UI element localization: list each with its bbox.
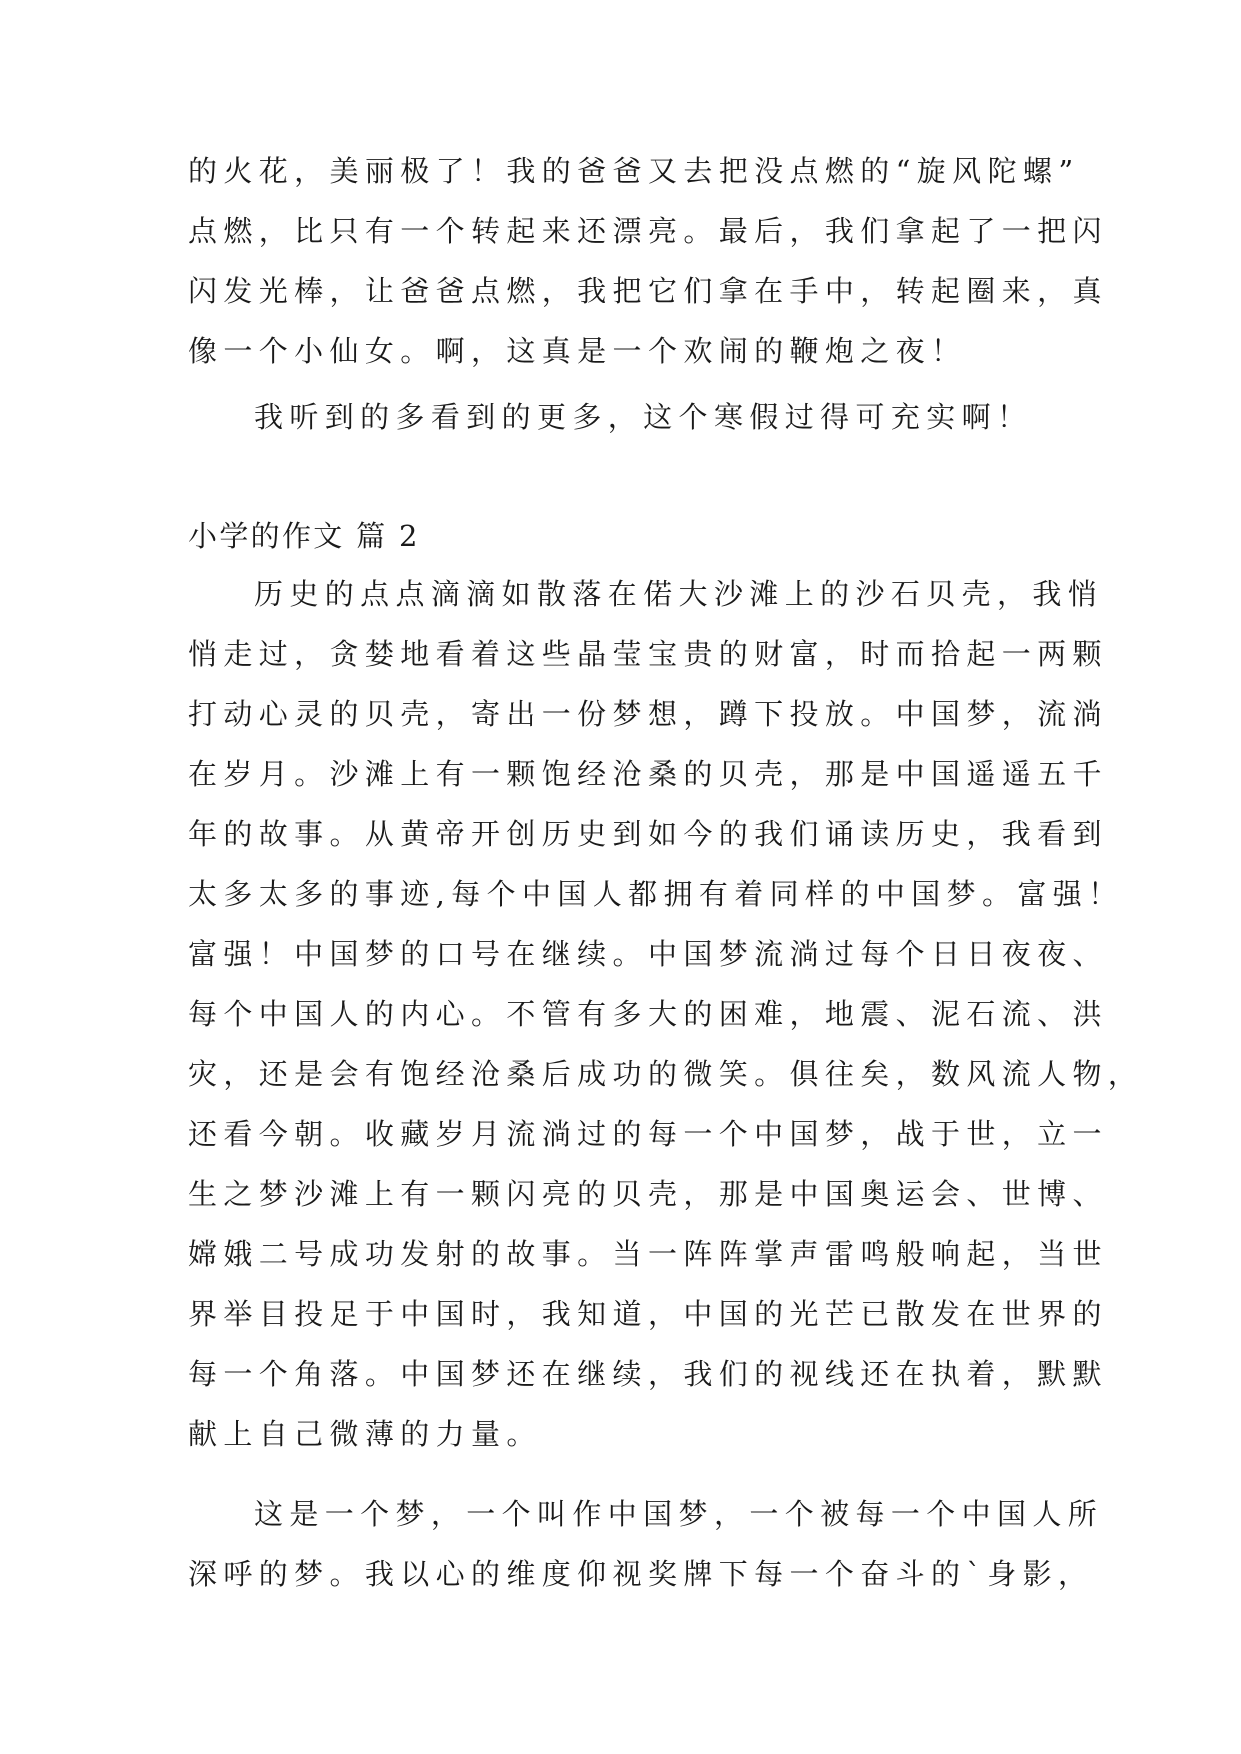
heading-text: 小学的作文 篇 2	[188, 519, 420, 553]
text-line: 灾，还是会有饱经沧桑后成功的微笑。俱往矣，数风流人物，	[188, 1057, 1144, 1091]
text-line: 像一个小仙女。啊，这真是一个欢闹的鞭炮之夜！	[188, 334, 967, 368]
text-line: 界举目投足于中国时，我知道，中国的光芒已散发在世界的	[188, 1297, 1108, 1331]
text-line: 打动心灵的贝壳，寄出一份梦想，蹲下投放。中国梦，流淌	[188, 697, 1108, 731]
text-line: 历史的点点滴滴如散落在偌大沙滩上的沙石贝壳，我悄	[254, 577, 1104, 611]
text-line: 每一个角落。中国梦还在继续，我们的视线还在执着，默默	[188, 1357, 1108, 1391]
text-line: 悄走过，贪婪地看着这些晶莹宝贵的财富，时而拾起一两颗	[188, 637, 1108, 671]
text-line: 年的故事。从黄帝开创历史到如今的我们诵读历史，我看到	[188, 817, 1108, 851]
paragraph-2	[188, 387, 1068, 447]
text-line: 闪发光棒，让爸爸点燃，我把它们拿在手中，转起圈来，真	[188, 274, 1108, 308]
text-line: 的火花，美丽极了！我的爸爸又去把没点燃的“旋风陀螺”	[188, 154, 1080, 188]
text-line: 在岁月。沙滩上有一颗饱经沧桑的贝壳，那是中国遥遥五千	[188, 757, 1108, 791]
section-heading	[188, 506, 1068, 566]
text-line: 献上自己微薄的力量。	[188, 1417, 542, 1451]
paragraph-4	[188, 1484, 1104, 1604]
paragraph-3	[188, 564, 1144, 1464]
paragraph-1	[188, 141, 1108, 381]
text-line: 我听到的多看到的更多，这个寒假过得可充实啊！	[254, 400, 1033, 434]
text-line: 还看今朝。收藏岁月流淌过的每一个中国梦，战于世，立一	[188, 1117, 1108, 1151]
text-line: 深呼的梦。我以心的维度仰视奖牌下每一个奋斗的`身影，	[188, 1557, 1094, 1591]
text-line: 这是一个梦，一个叫作中国梦，一个被每一个中国人所	[254, 1497, 1104, 1531]
text-line: 点燃，比只有一个转起来还漂亮。最后，我们拿起了一把闪	[188, 214, 1108, 248]
text-line: 每个中国人的内心。不管有多大的困难，地震、泥石流、洪	[188, 997, 1108, 1031]
text-line: 富强！中国梦的口号在继续。中国梦流淌过每个日日夜夜、	[188, 937, 1108, 971]
text-line: 太多太多的事迹,每个中国人都拥有着同样的中国梦。富强！	[188, 877, 1124, 911]
text-line: 生之梦沙滩上有一颗闪亮的贝壳，那是中国奥运会、世博、	[188, 1177, 1108, 1211]
text-line: 嫦娥二号成功发射的故事。当一阵阵掌声雷鸣般响起，当世	[188, 1237, 1108, 1271]
